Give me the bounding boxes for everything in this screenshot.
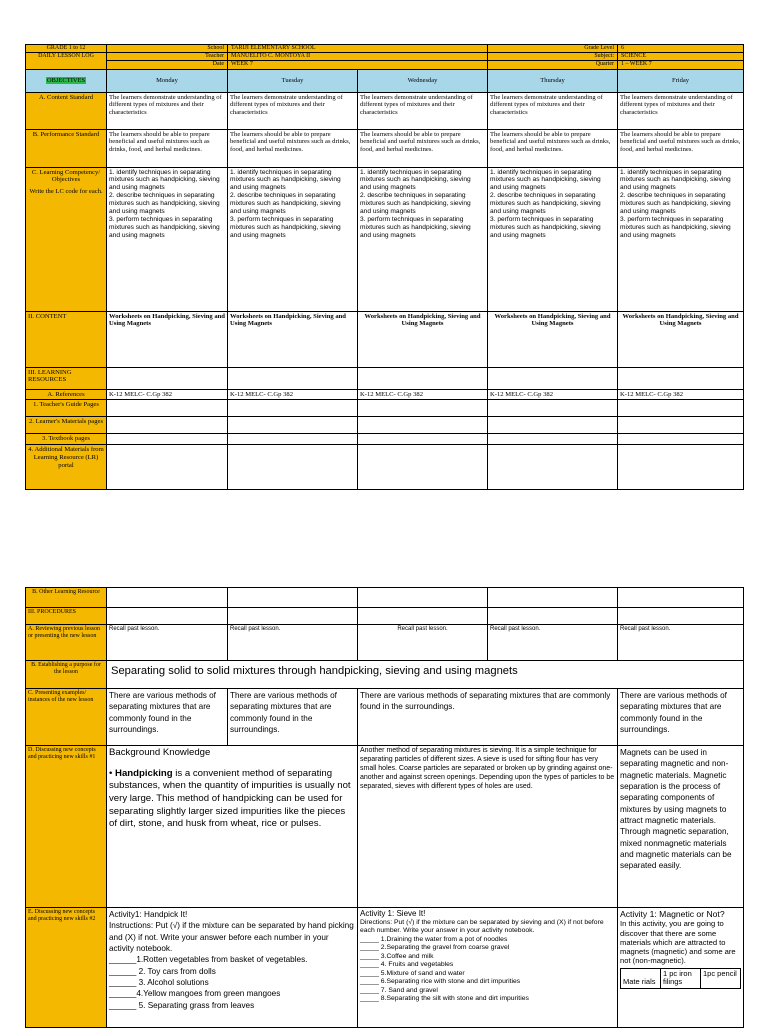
competency-line: and using magnets (109, 184, 165, 192)
handpicking-paragraph: • Handpicking is a convenient method of separating substances, when the quantity of impurities is usually not very large. This method of handpicking can be used for separating slightly larger sized impurities like the pieces of dirt, stone, and husk from wheat, rice or pulses. (109, 767, 351, 830)
content-text-wednesday: Worksheets on Handpicking, Sieving and Using Magnets (358, 311, 488, 367)
empty-cell (618, 588, 744, 608)
subject-label: Subject: (488, 53, 618, 61)
activity-magnetic-cell (618, 908, 744, 1028)
empty-cell (488, 608, 618, 625)
content-text-monday: Worksheets on Handpicking, Sieving and Using Magnets (107, 311, 228, 367)
background-knowledge-heading: Background Knowledge (109, 747, 211, 758)
lesson-log-table-1 (25, 44, 744, 490)
competency-line: and using magnets (109, 208, 165, 216)
empty-cell (107, 588, 228, 608)
teachers-guide-label: 1. Teacher's Guide Pages (26, 400, 107, 417)
activity-handpick-title: Activity1: Handpick It! (109, 910, 188, 919)
other-resource-row (26, 588, 744, 608)
examples-text-wednesday: There are various methods of separating mixtures that are commonly found in the surroundings. (358, 689, 618, 746)
empty-cell (228, 417, 358, 434)
performance-standard-text: The learners should be able to prepare beneficial and useful mixtures such as drinks, food, and herbal medicines. (618, 129, 744, 167)
empty-cell (107, 608, 228, 625)
lesson-log-table-2 (25, 587, 744, 1028)
examples-text-monday: There are various methods of separating mixtures that are commonly found in the surroundings. (107, 689, 228, 746)
empty-cell (488, 434, 618, 445)
competency-line: 3. perform techniques in separating mixtures such as handpicking, sieving (490, 216, 601, 231)
competency-line: and using magnets (230, 231, 286, 239)
magnetic-table-row (621, 968, 741, 988)
recall-text-friday: Recall past lesson. (618, 625, 744, 661)
competency-line: 1. identify techniques in separating mixtures such as handpicking, sieving (620, 168, 731, 184)
examples-label: C. Presenting examples/ instances of the new lesson (26, 689, 107, 746)
header-row-2 (26, 53, 744, 61)
competency-label: C. Learning Competency/ Objectives (31, 168, 101, 184)
competency-line: 1. identify techniques in separating mixtures such as handpicking, sieving (230, 168, 341, 184)
discussing-2-row (26, 908, 744, 1028)
handpicking-term: Handpicking (115, 767, 173, 779)
day-thursday: Thursday (488, 69, 618, 92)
competency-line: 1. identify techniques in separating mixtures such as handpicking, sieving (360, 168, 471, 184)
empty-cell (358, 434, 488, 445)
competency-line: and using magnets (490, 184, 546, 192)
competency-line: 1. identify techniques in separating mixtures such as handpicking, sieving (490, 168, 601, 184)
references-row (26, 389, 744, 400)
activity-handpick-cell (107, 908, 358, 1028)
examples-text-friday: There are various methods of separating mixtures that are commonly found in the surroundings. (618, 689, 744, 746)
activity-magnetic-title: Activity 1: Magnetic or Not? (620, 909, 725, 919)
procedures-row (26, 608, 744, 625)
materials-heading: Mate rials (621, 968, 661, 988)
activity-sieve-item: _____ 4. Fruits and vegetables (360, 961, 454, 969)
school-label: School (107, 45, 228, 53)
competency-line: and using magnets (490, 208, 546, 216)
activity-handpick-instructions: Instructions: Put (√) if the mixture can be separated by hand picking and (X) if not. Write your answer before each number in your activity notebook. (109, 921, 354, 953)
procedures-label: III. PROCEDURES (26, 608, 107, 625)
content-standard-row (26, 92, 744, 129)
empty-cell (488, 588, 618, 608)
performance-standard-text: The learners should be able to prepare beneficial and useful mixtures such as drinks, food, and herbal medicines. (488, 129, 618, 167)
additional-materials-label: 4. Additional Materials from Learning Resource (LR) portal (26, 445, 107, 490)
competency-line: 3. perform techniques in separating mixtures such as handpicking, sieving (109, 216, 220, 231)
empty-cell (358, 445, 488, 490)
competency-line: 2. describe techniques in separating mixtures such as handpicking, sieving (620, 192, 731, 208)
days-row (26, 69, 744, 92)
examples-text-tuesday: There are various methods of separating mixtures that are commonly found in the surroundings. (228, 689, 358, 746)
lesson-log-sheet-2 (25, 587, 743, 1028)
activity-sieve-cell (358, 908, 618, 1028)
activity-sieve-item: _____ 2.Separating the gravel from coarse gravel (360, 944, 510, 952)
activity-magnetic-text: In this activity, you are going to discover that there are some materials which are attracted to magnets (magnetic) and some are not (non-magnetic). (620, 919, 736, 966)
subject-value: SCIENCE (618, 53, 744, 61)
performance-standard-label: B. Performance Standard (26, 129, 107, 167)
content-text-tuesday: Worksheets on Handpicking, Sieving and Using Magnets (228, 311, 358, 367)
content-standard-text: The learners demonstrate understanding of different types of mixtures and their characteristics (618, 92, 744, 129)
competency-cell-monday (107, 167, 228, 311)
competency-line: 2. describe techniques in separating mixtures such as handpicking, sieving (490, 192, 601, 208)
objectives-label: OBJECTIVES (46, 76, 86, 84)
empty-cell (107, 445, 228, 490)
recall-text-monday: Recall past lesson. (107, 625, 228, 661)
grade-label: Grade Level (488, 45, 618, 53)
empty-cell (358, 400, 488, 417)
references-label: A. References (26, 389, 107, 400)
purpose-label: B. Establishing a purpose for the lesson (26, 661, 107, 689)
content-standard-text: The learners demonstrate understanding of different types of mixtures and their characteristics (358, 92, 488, 129)
competency-cell-thursday (488, 167, 618, 311)
empty-cell (107, 417, 228, 434)
activity-handpick-item: ______4.Yellow mangoes from green mangoes (109, 989, 281, 999)
day-tuesday: Tuesday (228, 69, 358, 92)
empty-cell (358, 588, 488, 608)
content-standard-text: The learners demonstrate understanding of different types of mixtures and their characteristics (488, 92, 618, 129)
competency-row (26, 167, 744, 311)
competency-line: 2. describe techniques in separating mixtures such as handpicking, sieving (230, 192, 341, 208)
resources-label: III. LEARNING RESOURCES (26, 367, 107, 389)
competency-line: 2. describe techniques in separating mixtures such as handpicking, sieving (109, 192, 220, 208)
activity-sieve-item: _____ 6.Separating rice with stone and dirt impurities (360, 978, 521, 986)
activity-handpick-item: ______ 5. Separating grass from leaves (109, 1000, 255, 1010)
iron-filings-heading: 1 pc iron filings (661, 968, 701, 988)
competency-line: and using magnets (490, 231, 546, 239)
content-text-thursday: Worksheets on Handpicking, Sieving and Using Magnets (488, 311, 618, 367)
quarter-label: Quarter (488, 61, 618, 69)
purpose-row (26, 661, 744, 689)
competency-line: and using magnets (620, 208, 676, 216)
empty-cell (228, 445, 358, 490)
magnetic-materials-table (620, 968, 741, 989)
activity-sieve-item: _____ 8.Separating the silt with stone and dirt impurities (360, 995, 529, 1003)
empty-cell (618, 434, 744, 445)
competency-line: and using magnets (360, 231, 416, 239)
textbook-row (26, 434, 744, 445)
activity-sieve-item: _____ 5.Mixture of sand and water (360, 969, 465, 977)
performance-standard-text: The learners should be able to prepare beneficial and useful mixtures such as drinks, food, and herbal medicines. (107, 129, 228, 167)
references-text: K-12 MELC- C.Gp 382 (488, 389, 618, 400)
empty-cell (618, 367, 744, 389)
date-value: WEEK 7 (228, 61, 488, 69)
day-wednesday: Wednesday (358, 69, 488, 92)
activity-sieve-item: _____ 3.Coffee and milk (360, 952, 434, 960)
competency-line: and using magnets (620, 231, 676, 239)
empty-cell (488, 417, 618, 434)
empty-cell (358, 367, 488, 389)
handpicking-text: is a convenient method of separating substances, when the quantity of impurities is usually not very large. This method of handpicking can be used for separating slightly larger sized impurities like the pieces of dirt, stone, and husk from wheat, rice or pulses. (109, 767, 351, 830)
date-label: Date (107, 61, 228, 69)
competency-sublabel: Write the LC code for each. (29, 188, 103, 196)
competency-line: and using magnets (620, 184, 676, 192)
other-resource-label: B. Other Learning Resource (26, 588, 107, 608)
discussing-1-label: D. Discussing new concepts and practicing new skills #1 (26, 746, 107, 908)
pencil-heading: 1pc pencil (701, 968, 741, 988)
competency-line: and using magnets (360, 184, 416, 192)
school-value: TARIJI ELEMENTARY SCHOOL (228, 45, 488, 53)
content-standard-text: The learners demonstrate understanding of different types of mixtures and their characteristics (228, 92, 358, 129)
competency-line: and using magnets (109, 231, 165, 239)
activity-handpick-item: ______1.Rotten vegetables from basket of vegetables. (109, 955, 308, 965)
empty-cell (618, 400, 744, 417)
activity-sieve-item: _____ 1.Draining the water from a pot of noodles (360, 935, 508, 943)
empty-cell (228, 367, 358, 389)
empty-cell (228, 434, 358, 445)
recall-text-tuesday: Recall past lesson. (228, 625, 358, 661)
empty-cell (358, 417, 488, 434)
activity-sieve-item: _____ 7. Sand and gravel (360, 986, 438, 994)
reviewing-label: A. Reviewing previous lesson or presenting the new lesson (26, 625, 107, 661)
teacher-value: MANUELITO C. MONTOYA II (228, 53, 488, 61)
performance-standard-text: The learners should be able to prepare beneficial and useful mixtures such as drinks, food, and herbal medicines. (228, 129, 358, 167)
competency-cell-tuesday (228, 167, 358, 311)
grade-value: 6 (618, 45, 744, 53)
competency-line: 3. perform techniques in separating mixtures such as handpicking, sieving (360, 216, 471, 231)
competency-line: 1. identify techniques in separating mixtures such as handpicking, sieving (109, 168, 220, 184)
magnets-cell: Magnets can be used in separating magnetic and non-magnetic materials. Magnetic separation is the process of separating components of mixtures by using magnets to attract magnetic materials. Through magnetic separation, mixed nonmagnetic materials and magnetic materials can be separated easily. (618, 746, 744, 908)
competency-line: and using magnets (230, 184, 286, 192)
references-text: K-12 MELC- C.Gp 382 (228, 389, 358, 400)
learners-material-label: 2. Learner's Materials pages (26, 417, 107, 434)
references-text: K-12 MELC- C.Gp 382 (358, 389, 488, 400)
handpicking-cell (107, 746, 358, 908)
textbook-label: 3. Textbook pages (26, 434, 107, 445)
references-text: K-12 MELC- C.Gp 382 (107, 389, 228, 400)
discussing-2-label: E. Discussing new concepts and practicing new skills #2 (26, 908, 107, 1028)
activity-sieve-title: Activity 1: Sieve It! (360, 909, 426, 918)
sieving-cell: Another method of separating mixtures is sieving. It is a simple technique for separating particles of different sizes. A sieve is used for sifting flour has very small holes. Coarse particles are separated or broken up by grinding against one-another and against screen openings. Depending upon the types of particles to be separated, sieves with different types of holes are used. (358, 746, 618, 908)
empty-cell (358, 608, 488, 625)
purpose-text: Separating solid to solid mixtures through handpicking, sieving and using magnets (107, 661, 744, 689)
content-row (26, 311, 744, 367)
form-title-line1: GRADE 1 to 12 (26, 45, 107, 53)
empty-cell (488, 445, 618, 490)
competency-line: 2. describe techniques in separating mixtures such as handpicking, sieving (360, 192, 471, 208)
empty-cell (107, 367, 228, 389)
performance-standard-row (26, 129, 744, 167)
competency-cell-wednesday (358, 167, 488, 311)
day-monday: Monday (107, 69, 228, 92)
content-standard-text: The learners demonstrate understanding of different types of mixtures and their characteristics (107, 92, 228, 129)
recall-text-wednesday: Recall past lesson. (358, 625, 488, 661)
objectives-heading (26, 69, 107, 92)
empty-cell (228, 400, 358, 417)
day-friday: Friday (618, 69, 744, 92)
competency-label-cell (26, 167, 107, 311)
activity-handpick-item: ______ 2. Toy cars from dolls (109, 966, 216, 976)
competency-line: 3. perform techniques in separating mixtures such as handpicking, sieving (230, 216, 341, 231)
empty-cell (107, 434, 228, 445)
recall-text-thursday: Recall past lesson. (488, 625, 618, 661)
quarter-value: 1 – WEEK 7 (618, 61, 744, 69)
competency-line: and using magnets (230, 208, 286, 216)
empty-cell (228, 588, 358, 608)
teacher-label: Teacher (107, 53, 228, 61)
header-row-3 (26, 61, 744, 69)
empty-cell (618, 608, 744, 625)
form-title-line2: DAILY LESSON LOG (26, 53, 107, 69)
content-text-friday: Worksheets on Handpicking, Sieving and Using Magnets (618, 311, 744, 367)
empty-cell (228, 608, 358, 625)
empty-cell (618, 445, 744, 490)
learners-material-row (26, 417, 744, 434)
examples-row (26, 689, 744, 746)
empty-cell (107, 400, 228, 417)
content-label: II. CONTENT (26, 311, 107, 367)
discussing-1-row (26, 746, 744, 908)
content-standard-label: A. Content Standard (26, 92, 107, 129)
competency-cell-friday (618, 167, 744, 311)
header-row-1 (26, 45, 744, 53)
teachers-guide-row (26, 400, 744, 417)
lesson-log-sheet-1 (25, 44, 743, 490)
empty-cell (618, 417, 744, 434)
empty-cell (488, 400, 618, 417)
references-text: K-12 MELC- C.Gp 382 (618, 389, 744, 400)
competency-line: 3. perform techniques in separating mixtures such as handpicking, sieving (620, 216, 731, 231)
competency-line: and using magnets (360, 208, 416, 216)
activity-sieve-instructions: Directions: Put (√) if the mixture can be separated by sieving and (X) if not before each number. Write your answer in your activity notebook. (360, 919, 604, 935)
performance-standard-text: The learners should be able to prepare beneficial and useful mixtures such as drinks, food, and herbal medicines. (358, 129, 488, 167)
resources-row (26, 367, 744, 389)
additional-materials-row (26, 445, 744, 490)
reviewing-row (26, 625, 744, 661)
empty-cell (488, 367, 618, 389)
activity-handpick-item: ______ 3. Alcohol solutions (109, 977, 209, 987)
